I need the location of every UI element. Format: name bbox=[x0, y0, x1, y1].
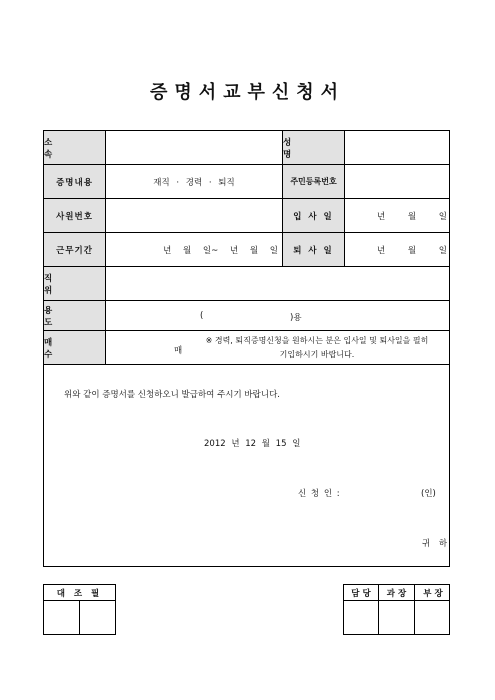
approval-manager-label: 과 장 bbox=[379, 585, 415, 600]
row-purpose bbox=[44, 301, 449, 331]
purpose-suffix: )용 bbox=[290, 313, 302, 323]
copies-unit: 매 bbox=[174, 346, 183, 356]
name-label: 성 명 bbox=[283, 131, 345, 164]
ledger-check-header bbox=[44, 585, 115, 601]
purpose-open-paren: ( bbox=[200, 311, 204, 321]
approval-director-slot[interactable] bbox=[415, 601, 451, 634]
row-position bbox=[44, 267, 449, 301]
ledger-check-slot-1[interactable] bbox=[44, 601, 80, 634]
leave-date-label: 퇴 사 일 bbox=[283, 233, 345, 266]
approval-manager-slot[interactable] bbox=[379, 601, 415, 634]
position-field[interactable] bbox=[106, 267, 451, 300]
employee-no-label: 사원번호 bbox=[44, 199, 106, 232]
form-title: 증명서교부신청서 bbox=[149, 82, 346, 103]
application-form bbox=[43, 130, 450, 567]
purpose-field[interactable] bbox=[106, 301, 451, 330]
approval-staff-slot[interactable] bbox=[344, 601, 379, 634]
ledger-check-box bbox=[43, 584, 116, 635]
name-field[interactable] bbox=[345, 131, 451, 164]
copies-field[interactable] bbox=[106, 331, 451, 364]
row-affiliation bbox=[44, 131, 449, 165]
join-date-label: 입 사 일 bbox=[283, 199, 345, 232]
applicant-label: 신 청 인 : bbox=[298, 489, 340, 499]
leave-date-field[interactable]: 년 월 일 bbox=[376, 245, 447, 256]
ledger-check-slot-2[interactable] bbox=[80, 601, 117, 634]
approval-staff-label: 담 당 bbox=[344, 585, 379, 600]
resident-no-field[interactable] bbox=[345, 165, 451, 198]
copies-label: 매 수 bbox=[44, 331, 106, 364]
employee-no-field[interactable] bbox=[106, 199, 283, 232]
request-text: 위와 같이 증명서를 신청하오니 발급하여 주시기 바랍니다. bbox=[64, 390, 280, 400]
approval-box bbox=[343, 584, 450, 635]
purpose-label: 용 도 bbox=[44, 301, 106, 330]
row-copies bbox=[44, 331, 449, 365]
content-label: 증명내용 bbox=[44, 165, 106, 198]
approval-header bbox=[344, 585, 449, 601]
row-employee bbox=[44, 199, 449, 233]
ledger-check-label: 대 조 필 bbox=[56, 588, 103, 599]
content-options[interactable]: 재직 · 경력 · 퇴직 bbox=[106, 165, 283, 198]
position-label: 직 위 bbox=[44, 267, 106, 300]
row-content bbox=[44, 165, 449, 199]
work-period-label: 근무기간 bbox=[44, 233, 106, 266]
affiliation-label: 소 속 bbox=[44, 131, 106, 164]
affiliation-field[interactable] bbox=[106, 131, 283, 164]
resident-no-label: 주민등록번호 bbox=[283, 165, 345, 198]
seal-mark: (인) bbox=[421, 489, 436, 499]
work-period-field[interactable]: 년 월 일~ 년 월 일 bbox=[106, 233, 283, 266]
application-date: 2012 년 12 월 15 일 bbox=[204, 439, 301, 449]
join-date-field[interactable]: 년 월 일 bbox=[376, 211, 447, 222]
addressee-text: 귀 하 bbox=[422, 539, 448, 549]
approval-director-label: 부 장 bbox=[423, 588, 443, 599]
row-work-period bbox=[44, 233, 449, 267]
copies-note: ※ 경력, 퇴직증명신청을 원하시는 분은 입사일 및 퇴사일을 필히 기입하시기 바랍니다. bbox=[205, 336, 429, 359]
